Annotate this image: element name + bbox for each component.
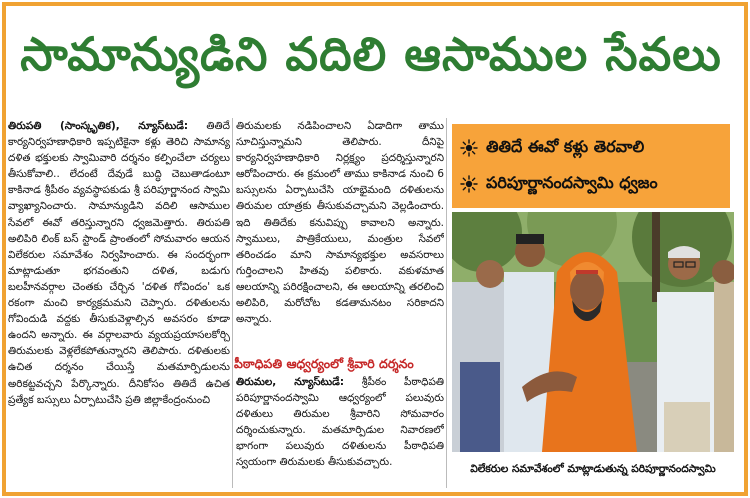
column-divider [232,118,233,488]
dateline-tirupati: తిరుపతి (సాంస్కృతిక), న్యూస్‌టుడే: [8,120,189,132]
photo-caption: విలేకరుల సమావేశంలో మాట్లాడుతున్న పరిపూర్ణానందస్వామి [470,463,716,475]
highlight-line [460,166,722,202]
highlight-text-1: తితిదే ఈవో కళ్లు తెరవాలి [486,136,645,156]
news-photo [452,212,734,452]
headline: సామాన్యుడిని వదిలి ఆసాముల సేవలు [20,27,722,81]
sun-bullet-icon [460,175,478,193]
highlight-box [452,124,730,208]
article-column-2 [236,118,444,354]
article-text-1: తితిదే కార్యనిర్వహణాధికారి ఇప్పటికైనా కళ్లు తెరిచి సామాన్య దళిత భక్తులకు స్వామివారి దర్శనం కల్పించేలా చర్యలు తీసుకోవాలి.. లేదంటే దేవుడే బుద్ధి చెబుతాడంటూ కాకినాడ శ్రీపీఠం వ్యవస్థాపకుడు శ్రీ పరిపూర్ణానంద స్వామి వ్యాఖ్యానించారు. సామాన్యుడిని వదిలి ఆసాముల సేవలో ఈవో తరిస్తున్నారని ధ్వజమెత్తారు. తిరుపతి అలిపిరి లింక్ బస్ స్టాండ్ ప్రాంతంలో సోమవారం ఆయన విలేకరుల సమావేశం నిర్వహించారు. ఈ సందర్భంగా మాట్లాడుతూ భగవంతుని దళిత, బడుగు బలహీనవర్గాల చెంతకు చేర్చిన 'దళిత గోవిందం' ఒక రకంగా మంచి కార్యక్రమమని చెప్పారు. దళితులను గోవిందుడి వద్దకు తీసుకువెళ్లాల్సిన అవసరం కూడా ఉందని అన్నారు. ఈ వర్గాలవారు వ్యయప్రయాసలకోర్చి తిరుమలకు వెళ్లలేకపోతున్నారని తెలిపారు. దళితులకు ఉచిత దర్శనం చేయిస్తే మతమార్పిడులను అరికట్టవచ్చని పేర్కొన్నారు. దీనికోసం తితిదే ఉచిత ప్రత్యేక బస్సులు ఏర్పాటుచేసి ప్రతి జిల్లాకేంద్రంనుంచి [8,120,230,406]
highlight-line [460,130,722,166]
article-body-1 [8,118,230,408]
article-text-3: శ్రీపీఠం పీఠాధిపతి పరిపూర్ణానందస్వామి ఆధ్వర్యంలో పలువురు దళితులు తిరుమల శ్రీవారిని సోమవారం దర్శించుకున్నారు. మతమార్పిడుల నివారణలో భాగంగా పలువురు దళితులను పీఠాధిపతి స్వయంగా తిరుమలకు తీసుకువచ్చారు. [236,376,444,469]
article-text-2: తిరుమలకు నడిపించాలని ఏడాదిగా తాము సూచిస్తున్నామని తెలిపారు. దీనిపై కార్యనిర్వహణాధికారి నిర్లక్ష్యం ప్రదర్శిస్తున్నారని ఆరోపించారు. ఈ క్రమంలో తాము కాకినాడ నుంచి 6 బస్సులను ఏర్పాటుచేసి యాభైమంది దళితులను తిరుమల యాత్రకు తీసుకువచ్చామని వెల్లడించారు. ఇది తితిదేకు కనువిప్పు కావాలని అన్నారు. స్వాములు, పాత్రికేయులు, మంత్రుల సేవలో తరించడం మాని సామాన్యభక్తుల అవసరాలు గుర్తించాలని హితవు పలికారు. వకుళమాత ఆలయాన్ని పరిరక్షించాలని, ఈ ఆలయాన్ని తరలించి అలిపిరి, మరోచోట కడతామనటం సరికాదని అన్నారు. [236,120,444,326]
article-body-3 [236,374,444,471]
subheading: పీఠాధిపతి ఆధ్వర్యంలో శ్రీవారి దర్శనం [234,356,414,371]
article-column-1 [8,118,230,488]
sun-bullet-icon [460,139,478,157]
column-divider [446,118,447,488]
highlight-text-2: పరిపూర్ణానందస్వామి ధ్వజం [486,172,658,192]
dateline-tirumala: తిరుమల, న్యూస్‌టుడే: [236,376,344,388]
article-column-3 [236,374,444,488]
